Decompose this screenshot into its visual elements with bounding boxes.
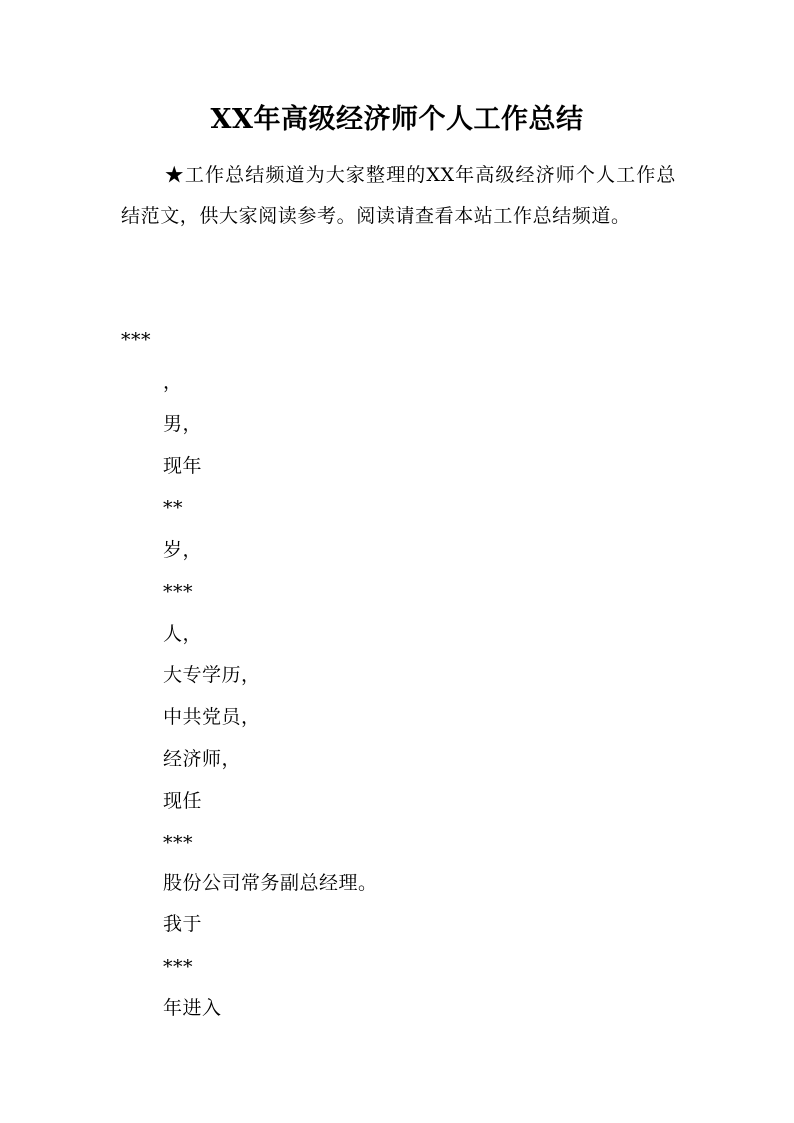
document-title: XX年高级经济师个人工作总结: [210, 104, 584, 135]
body-line: 中共党员，: [163, 706, 261, 728]
body-line: 我于: [163, 913, 203, 935]
body-line: ，: [163, 371, 183, 393]
body-line: 大专学历，: [163, 664, 261, 686]
intro-paragraph: ★工作总结频道为大家整理的XX年高级经济师个人工作总结范文，供大家阅读参考。阅读请查看本站工作总结频道。: [121, 164, 676, 227]
body-line: ***: [121, 329, 151, 351]
body-line: 年进入: [163, 997, 222, 1019]
body-line: ***: [163, 832, 193, 854]
body-line: 人，: [163, 623, 203, 645]
body-line: ***: [163, 956, 193, 978]
body-line: 现年: [163, 455, 203, 477]
body-line: **: [163, 497, 183, 519]
body-line: 经济师，: [163, 748, 242, 770]
body-line: 男，: [163, 413, 203, 435]
body-line: ***: [163, 581, 193, 603]
body-line: 现任: [163, 790, 203, 812]
body-line: 岁，: [163, 539, 203, 561]
body-line: 股份公司常务副总经理。: [163, 872, 378, 894]
